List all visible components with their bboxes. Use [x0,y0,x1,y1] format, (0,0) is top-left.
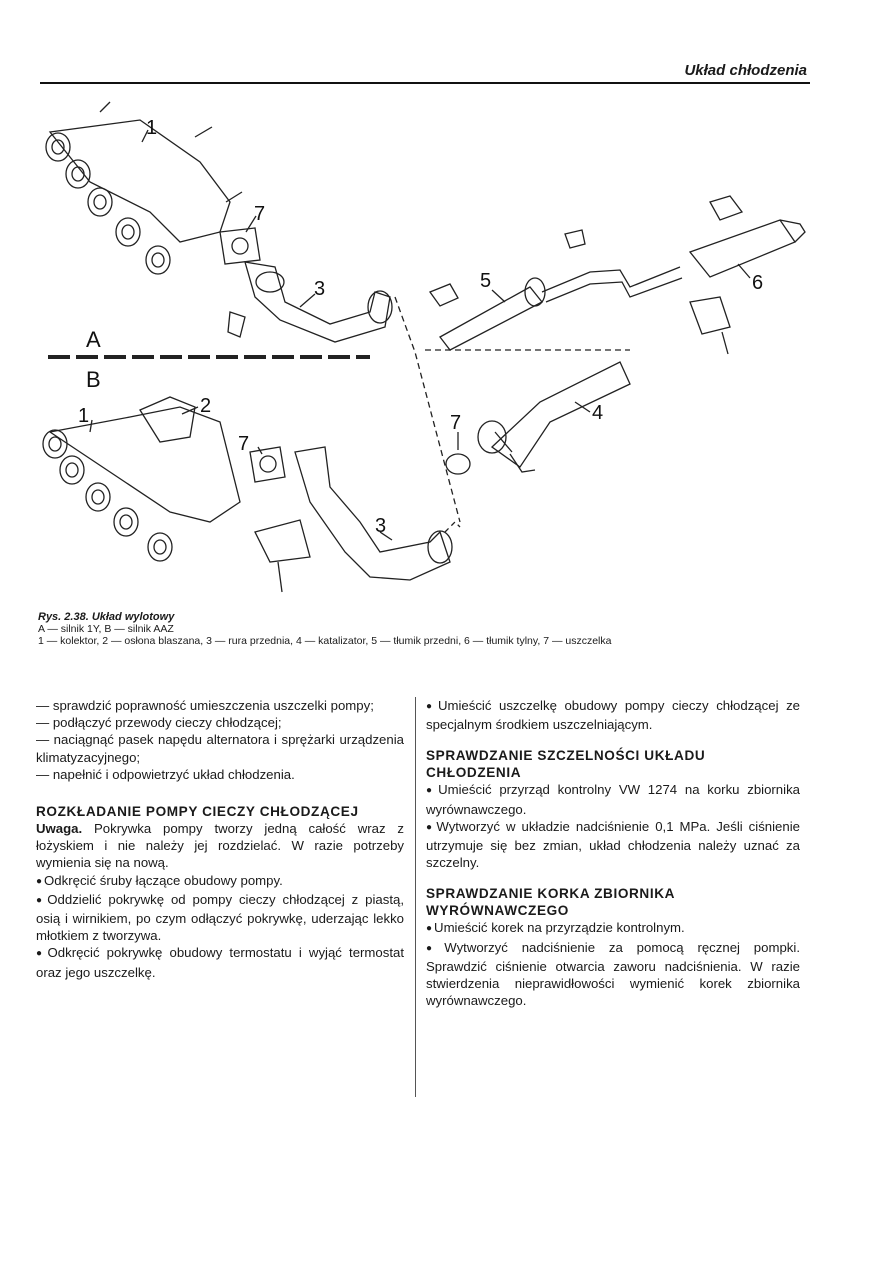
bullet-item: ● Umieścić korek na przyrządzie kontrolnym. [426,919,800,938]
bullet-item: ● Umieścić uszczelkę obudowy pompy cieczy chłodzącej ze specjalnym środkiem uszczelniającym. [426,697,800,733]
section-label-a: A [86,327,101,352]
bullet-item: ● Oddzielić pokrywkę od pompy cieczy chłodzącej z piastą, osią i wirnikiem, po czym odłączyć pokrywkę, uderzając lekko młotkiem z tworzywa. [36,891,404,945]
bullet-item: ● Umieścić przyrząd kontrolny VW 1274 na korku zbiornika wyrównawczego. [426,781,800,817]
callout-7a: 7 [254,203,266,225]
column-divider [415,697,416,1097]
callout-6: 6 [752,272,764,294]
callout-7b: 7 [450,412,462,434]
bullet-item: ● Odkręcić pokrywkę obudowy termostatu i wyjąć termostat oraz jego uszczelkę. [36,944,404,980]
note-paragraph [36,820,404,872]
right-column [426,697,800,1009]
callout-7c: 7 [238,433,250,455]
callout-1a: 1 [146,117,158,139]
manifold-a-drawing [46,102,242,274]
section-heading: ROZKŁADANIE POMPY CIECZY CHŁODZĄCEJ [36,804,359,820]
caption-title: Rys. 2.38. Układ wylotowy [38,611,175,623]
step-item: — napełnić i odpowietrzyć układ chłodzenia. [36,766,295,782]
callout-2: 2 [200,395,212,417]
section-label-b: B [86,367,101,392]
exhaust-diagram [30,92,810,604]
caption-line-1: A — silnik 1Y, B — silnik AAZ [38,623,174,635]
callout-4: 4 [592,402,604,424]
left-column [36,697,404,981]
step-item: — naciągnąć pasek napędu alternatora i sprężarki urządzenia klimatyzacyjnego; [36,732,404,765]
section-heading: SPRAWDZANIE KORKA ZBIORNIKA WYRÓWNAWCZEGO [426,886,675,919]
step-item: — podłączyć przewody cieczy chłodzącej; [36,715,282,731]
page-header-title: Układ chłodzenia [684,62,807,79]
bullet-item: ● Odkręcić śruby łączące obudowy pompy. [36,872,404,891]
step-item: — sprawdzić poprawność umieszczenia uszczelki pompy; [36,698,374,713]
note-text: Pokrywka pompy tworzy jedną całość wraz z łożyskiem i nie należy jej rozdzielać. W razie potrzeby wymienia się na nową. [36,821,404,871]
note-label: Uwaga. [36,821,83,837]
callout-3a: 3 [314,278,326,300]
callout-5: 5 [480,270,492,292]
caption-line-2: 1 — kolektor, 2 — osłona blaszana, 3 — rura przednia, 4 — katalizator, 5 — tłumik przedni, 6 — tłumik tylny, 7 — uszczelka [38,635,612,647]
exhaust-system-figure [30,92,810,604]
figure-caption [38,611,818,647]
callout-3b: 3 [375,515,387,537]
section-heading: SPRAWDZANIE SZCZELNOŚCI UKŁADU CHŁODZENIA [426,748,706,781]
header-rule [40,82,810,84]
bullet-item: ● Wytworzyć w układzie nadciśnienie 0,1 MPa. Jeśli ciśnienie utrzymuje się bez zmian, układ chłodzenia należy uznać za szczelny. [426,818,800,872]
callout-1b: 1 [78,405,90,427]
bullet-item: ● Wytworzyć nadciśnienie za pomocą ręcznej pompki. Sprawdzić ciśnienie otwarcia zaworu nadciśnienia. W razie stwierdzenia nieprawidłowości wymienić korek zbiornika wyrównawczego. [426,939,800,1010]
